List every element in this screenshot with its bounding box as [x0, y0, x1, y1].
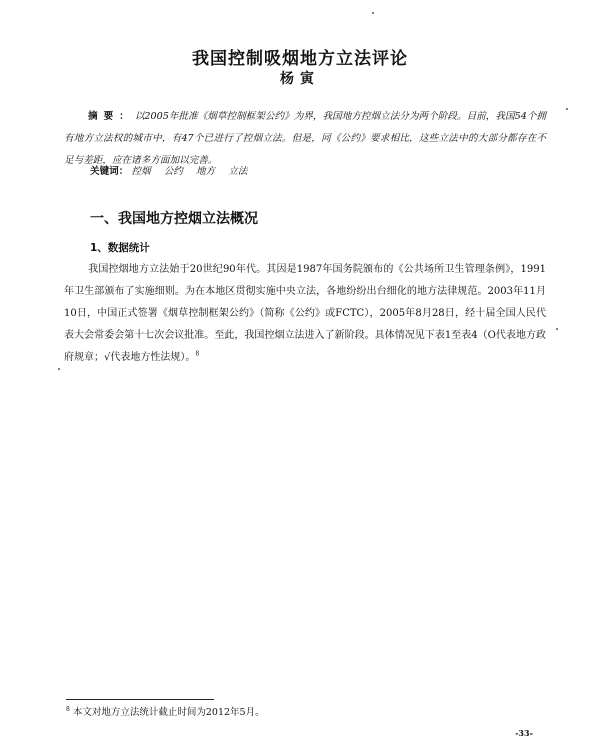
page-number: -33- [515, 728, 533, 738]
footnote [66, 706, 546, 720]
keyword: 控烟 [131, 166, 151, 177]
scan-speck [58, 368, 60, 370]
abstract-text: 以2005年批准《烟草控制框架公约》为界，我国地方控烟立法分为两个阶段。目前，我国54个拥有地方立法权的城市中，有47个已进行了控烟立法。但是，同《公约》要求相比，这些立法中的大部分都存在不足与差距，应在诸多方面加以完善。 [64, 111, 547, 166]
subsection-heading: 1、数据统计 [90, 242, 150, 254]
footnote-divider [66, 699, 214, 700]
body-paragraph [64, 259, 546, 369]
abstract [64, 106, 546, 172]
section-heading: 一、我国地方控烟立法概况 [90, 211, 258, 227]
keyword: 公约 [163, 166, 183, 177]
keyword: 立法 [228, 166, 248, 177]
scan-speck [566, 108, 568, 110]
scan-speck [556, 328, 558, 330]
footnote-reference[interactable]: 8 [195, 350, 200, 358]
scan-speck [372, 12, 374, 14]
footnote-text: 本文对地方立法统计截止时间为2012年5月。 [72, 707, 265, 718]
footnote-marker: 8 [66, 705, 70, 713]
article-author: 杨寅 [280, 71, 320, 87]
article-title: 我国控制吸烟地方立法评论 [192, 49, 408, 69]
keywords [90, 164, 550, 180]
paragraph-text: 我国控烟地方立法始于20世纪90年代。其因是1987年国务院颁布的《公共场所卫生管理条例》，1991年卫生部颁布了实施细则。为在本地区贯彻实施中央立法，各地纷纷出台细化的地方法律规范。2003年11月10日，中国正式签署《烟草控制框架公约》（简称《公约》或FCTC），2005年8月28日，经十届全国人民代表大会常委会第十七次会议批准。至此，我国控烟立法进入了新阶段。具体情况见下表1至表4（O代表地方政府规章；√代表地方性法规）。 [64, 264, 546, 363]
abstract-label: 摘要： [88, 111, 135, 122]
keywords-label: 关键词： [90, 166, 129, 177]
keyword: 地方 [195, 166, 216, 177]
